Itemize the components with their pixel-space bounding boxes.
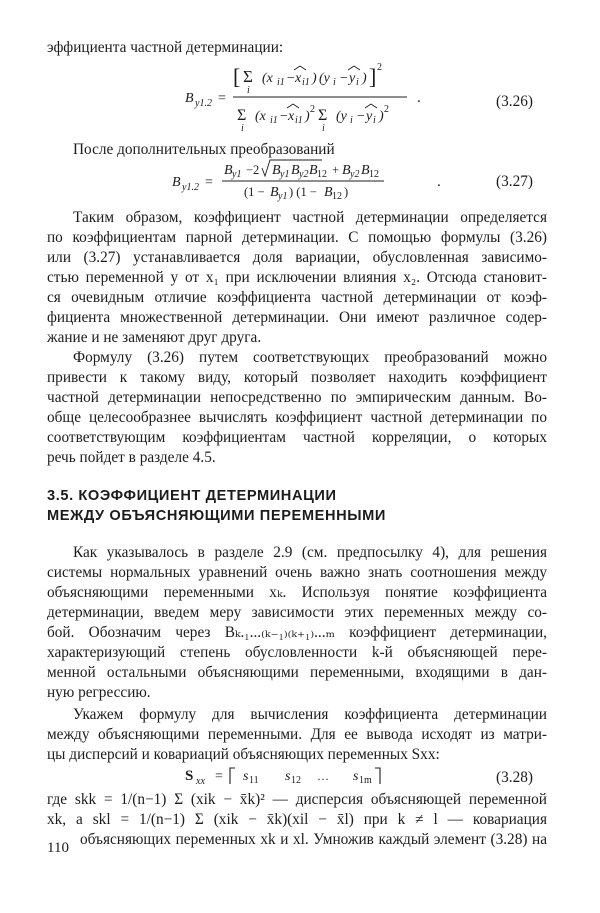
- svg-text:B: B: [224, 163, 233, 178]
- svg-text:y1: y1: [280, 169, 290, 180]
- para3-line: бой. Обозначим через Bₖ.₁...₍ₖ₋₁₎₍ₖ₊₁₎...ₘ коэффициент детерминации,: [47, 624, 547, 641]
- svg-text:x: x: [288, 109, 295, 124]
- svg-text:(1 −: (1 −: [244, 185, 265, 199]
- para3-line: менной остальными объясняющими переменными, входящими в дан-: [47, 664, 547, 681]
- svg-text:2: 2: [377, 62, 382, 73]
- svg-text:i: i: [333, 77, 336, 88]
- para1-line: или (3.27) устанавливается доля вариации, обусловленная зависимо-: [47, 249, 547, 266]
- svg-text:B: B: [270, 185, 279, 200]
- intro-line: эффициента частной детерминации:: [47, 39, 284, 56]
- final-line: xk, а skl = 1/(n−1) Σ (xik − x̄k)(xil − x̄l) при k ≠ l — ковариация: [47, 811, 547, 828]
- svg-text:i1: i1: [270, 115, 278, 126]
- svg-text:.: .: [437, 174, 441, 190]
- para1-line: жание и не заменяют друг друга.: [47, 329, 262, 346]
- svg-text:x: x: [295, 71, 302, 86]
- section-heading-line-1: 3.5. КОЭФФИЦИЕНТ ДЕТЕРМИНАЦИИ: [47, 488, 337, 504]
- svg-text:y1: y1: [232, 169, 242, 180]
- svg-text:−2: −2: [246, 163, 260, 177]
- svg-text:…: …: [317, 769, 329, 783]
- para3-line: системы нормальных уравнений очень важно знать соотношения между: [47, 564, 547, 581]
- svg-text:y1.2: y1.2: [195, 98, 212, 109]
- svg-text:=: =: [218, 91, 226, 106]
- svg-text:−: −: [356, 109, 366, 124]
- para1-line: ся очевидным отличие коэффициента частной детерминации от коэф-: [47, 289, 547, 306]
- svg-text:B: B: [291, 163, 300, 178]
- svg-text:12: 12: [291, 775, 301, 786]
- text-after-eq-3-26: После дополнительных преобразований: [73, 141, 335, 158]
- svg-text:i1: i1: [277, 77, 285, 88]
- svg-text:S: S: [185, 768, 194, 784]
- page-number: 110: [47, 840, 69, 856]
- svg-text:i: i: [241, 123, 244, 134]
- svg-text:B: B: [172, 175, 181, 190]
- para2-line: привести к такому виду, который позволяет находить коэффициент: [47, 369, 547, 386]
- svg-text:i1: i1: [295, 115, 303, 126]
- svg-text:): ): [379, 109, 384, 124]
- para2-line: обще целесообразнее вычислять коэффициент частной детерминации по: [47, 409, 547, 426]
- equation-number-3-27: (3.27): [496, 173, 533, 190]
- svg-text:+: +: [332, 163, 340, 177]
- para2-line: Формулу (3.26) путем соответствующих преобразований можно: [73, 349, 547, 366]
- section-heading-line-2: МЕЖДУ ОБЪЯСНЯЮЩИМИ ПЕРЕМЕННЫМИ: [47, 508, 386, 524]
- svg-text:2: 2: [310, 104, 315, 115]
- svg-text:): ): [362, 71, 367, 86]
- svg-text:B: B: [361, 163, 370, 178]
- para3-line: объясняющими переменными xₖ. Используя понятие коэффициента: [47, 584, 547, 601]
- para4-line: Укажем формулу для вычисления коэффициента детерминации: [73, 706, 547, 723]
- svg-text:): ): [312, 71, 317, 86]
- svg-text:y2: y2: [350, 169, 360, 180]
- svg-text:s: s: [243, 769, 249, 784]
- svg-text:y: y: [349, 71, 356, 86]
- svg-text:B: B: [342, 163, 351, 178]
- svg-text:i: i: [322, 123, 325, 134]
- svg-text:(x: (x: [255, 109, 266, 124]
- para4-line: между объясняющими переменными. Для ее вывода исходят из матри-: [47, 726, 547, 743]
- svg-text:2: 2: [384, 104, 389, 115]
- svg-text:Σ: Σ: [237, 107, 247, 124]
- svg-text:B: B: [309, 163, 318, 178]
- svg-text:xx: xx: [196, 776, 205, 787]
- svg-text:y2: y2: [299, 169, 309, 180]
- equation-3-27: [172, 160, 462, 202]
- equation-number-3-28: (3.28): [496, 769, 533, 786]
- svg-text:): ): [344, 185, 349, 199]
- final-line: где skk = 1/(n−1) Σ (xik − x̄k)² — дисперсия объясняющей переменной: [47, 791, 547, 808]
- equation-3-28: [185, 766, 425, 786]
- svg-text:]: ]: [369, 64, 377, 89]
- para2-line: соответствующим коэффициентам частной корреляции, о которых: [47, 429, 547, 446]
- svg-text:i: i: [356, 77, 359, 88]
- para2-line: частной детерминации непосредственно по эмпирическим данным. Во-: [47, 389, 547, 406]
- svg-text:12: 12: [332, 191, 342, 202]
- svg-text:−: −: [279, 109, 289, 124]
- final-line: объясняющих переменных xk и xl. Умножив каждый элемент (3.28) на: [80, 831, 547, 848]
- svg-text:(x: (x: [262, 71, 273, 86]
- para3-line: Как указывалось в разделе 2.9 (см. предпосылку 4), для решения: [73, 544, 547, 561]
- svg-text:−: −: [339, 71, 349, 86]
- svg-text:) (1 −: ) (1 −: [289, 185, 317, 199]
- svg-text:11: 11: [249, 775, 259, 786]
- svg-text:i: i: [373, 115, 376, 126]
- svg-text:): ): [305, 109, 310, 124]
- svg-text:[: [: [233, 64, 241, 89]
- svg-text:−: −: [286, 71, 296, 86]
- equation-3-26: [185, 60, 445, 140]
- svg-text:Σ: Σ: [243, 67, 253, 86]
- svg-text:Σ: Σ: [318, 107, 328, 124]
- svg-text:y1.2: y1.2: [182, 182, 199, 193]
- para1-line: стью переменной y от x₁ при исключении влияния x₂. Отсюда становит-: [47, 269, 547, 286]
- svg-text:B: B: [324, 185, 333, 200]
- svg-text:i: i: [247, 85, 250, 96]
- para4-line: цы дисперсий и ковариаций объясняющих переменных Sxx:: [47, 746, 440, 763]
- para3-line: ную регрессию.: [47, 684, 151, 701]
- para2-line: речь пойдет в разделе 4.5.: [47, 449, 216, 466]
- para3-line: характеризующий степень обусловленности k-й объясняющей пере-: [47, 644, 547, 661]
- svg-text:12: 12: [317, 169, 327, 180]
- para3-line: детерминации, введем меру зависимости этих переменных между со-: [47, 604, 547, 621]
- svg-text:=: =: [215, 769, 223, 784]
- svg-text:(y: (y: [336, 109, 347, 124]
- svg-text:1m: 1m: [359, 775, 372, 786]
- svg-text:y1: y1: [278, 191, 288, 202]
- para1-line: Таким образом, коэффициент частной детерминации определяется: [73, 209, 547, 226]
- svg-text:i: i: [350, 115, 353, 126]
- svg-text:=: =: [205, 175, 213, 190]
- svg-text:y: y: [366, 109, 373, 124]
- svg-text:s: s: [285, 769, 291, 784]
- para1-line: фициента множественной детерминации. Они имеют различное содер-: [47, 309, 547, 326]
- para1-line: по коэффициентам парной детерминации. С помощью формулы (3.26): [47, 229, 547, 246]
- svg-text:12: 12: [369, 169, 379, 180]
- svg-text:.: .: [417, 90, 421, 106]
- svg-text:B: B: [272, 163, 281, 178]
- equation-number-3-26: (3.26): [496, 93, 533, 110]
- svg-text:(y: (y: [319, 71, 330, 86]
- svg-text:i1: i1: [302, 77, 310, 88]
- svg-text:B: B: [185, 91, 194, 106]
- svg-text:s: s: [353, 769, 359, 784]
